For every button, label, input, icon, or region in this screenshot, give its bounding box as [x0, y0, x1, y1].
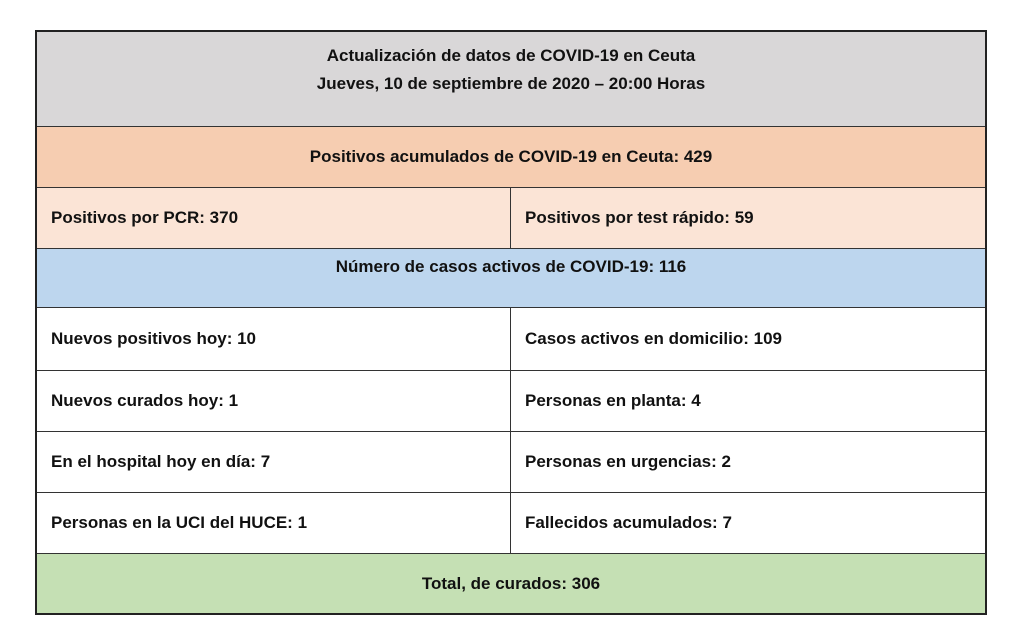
header-date: Jueves, 10 de septiembre de 2020 – 20:00 Horas	[316, 74, 706, 93]
table-header	[37, 32, 985, 126]
header-title: Actualización de datos de COVID-19 en Ceuta	[326, 46, 696, 65]
detail-row	[37, 493, 985, 554]
active-total-row	[37, 249, 985, 308]
new-positives-today: Nuevos positivos hoy: 10	[37, 308, 511, 370]
covid-data-table	[35, 30, 987, 615]
positives-pcr: Positivos por PCR: 370	[37, 188, 511, 248]
positives-total: Positivos acumulados de COVID-19 en Ceuta: 429	[37, 127, 985, 187]
persons-in-icu: Personas en la UCI del HUCE: 1	[37, 493, 511, 553]
active-at-home: Casos activos en domicilio: 109	[511, 308, 985, 370]
cured-row	[37, 554, 985, 613]
detail-row	[37, 432, 985, 493]
persons-in-emergency: Personas en urgencias: 2	[511, 432, 985, 492]
detail-row	[37, 371, 985, 432]
header-row	[37, 32, 985, 127]
positives-split-row	[37, 188, 985, 249]
positives-rapid-test: Positivos por test rápido: 59	[511, 188, 985, 248]
accumulated-deaths: Fallecidos acumulados: 7	[511, 493, 985, 553]
positives-total-row	[37, 127, 985, 188]
total-cured: Total, de curados: 306	[37, 554, 985, 613]
active-cases-total: Número de casos activos de COVID-19: 116	[37, 249, 985, 307]
detail-row	[37, 308, 985, 371]
new-cured-today: Nuevos curados hoy: 1	[37, 371, 511, 431]
persons-in-ward: Personas en planta: 4	[511, 371, 985, 431]
in-hospital-today: En el hospital hoy en día: 7	[37, 432, 511, 492]
